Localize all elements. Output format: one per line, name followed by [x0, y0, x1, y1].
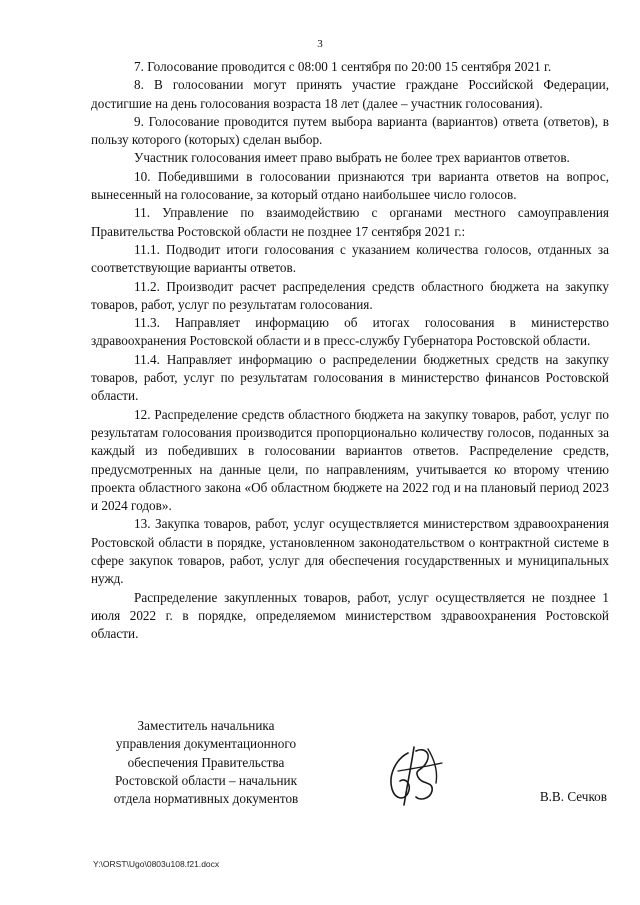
signatory-name: В.В. Сечков	[539, 789, 607, 804]
signatory-title-line: Заместитель начальника	[137, 718, 275, 733]
paragraph-11-1: 11.1. Подводит итоги голосования с указанием количества голосов, отданных за соответствующие варианты ответов.	[91, 241, 609, 276]
paragraph-11-3: 11.3. Направляет информацию об итогах голосования в министерство здравоохранения Ростовской области и в пресс-службу Губернатора Ростовской области.	[91, 315, 609, 349]
paragraph-11-4: 11.4. Направляет информацию о распределении бюджетных средств на закупку товаров, работ, услуг по результатам голосования в министерство финансов Ростовской области.	[91, 351, 609, 404]
handwritten-signature	[378, 741, 450, 809]
paragraph-8: 8. В голосовании могут принять участие граждане Российской Федерации, достигшие на день голосования возраста 18 лет (далее – участник голосования).	[91, 77, 609, 111]
paragraph-7: 7. Голосование проводится с 08:00 1 сентября по 20:00 15 сентября 2021 г.	[134, 59, 552, 74]
paragraph-11-2: 11.2. Производит расчет распределения средств областного бюджета на закупку товаров, работ, услуг по результатам голосования.	[91, 278, 609, 312]
document-body	[91, 58, 609, 644]
file-path: Y:\ORST\Ugo\0803u108.f21.docx	[93, 859, 220, 869]
paragraph-13: 13. Закупка товаров, работ, услуг осуществляется министерством здравоохранения Ростовской области в порядке, установленном законодательством о контрактной системе в сфере закупок товаров, работ, услуг для обеспечения государственных и муниципальных нужд.	[91, 516, 609, 587]
paragraph-10: 10. Победившими в голосовании признаются три варианта ответов на вопрос, вынесенный на голосование, за который отдано наибольшее число голосов.	[91, 168, 609, 203]
paragraph-13-distribution: Распределение закупленных товаров, работ, услуг осуществляется не позднее 1 июля 2022 г. в порядке, определяемом министерством здравоохранения Ростовской области.	[91, 589, 609, 642]
paragraph-11: 11. Управление по взаимодействию с органами местного самоуправления Правительства Ростовской области не позднее 17 сентября 2021 г.:	[91, 205, 609, 239]
signatory-title-line: управления документационного	[115, 736, 297, 752]
paragraph-9-note: Участник голосования имеет право выбрать не более трех вариантов ответов.	[134, 150, 570, 166]
signatory-title-line: обеспечения Правительства	[127, 754, 285, 770]
paragraph-9: 9. Голосование проводится путем выбора варианта (вариантов) ответа (ответов), в пользу которого (которых) сделан выбор.	[91, 113, 609, 148]
page-number: 3	[317, 38, 323, 50]
signatory-title	[91, 717, 321, 808]
paragraph-12: 12. Распределение средств областного бюджета на закупку товаров, работ, услуг по результатам голосования производится пропорционально количеству голосов, поданных за каждый из победивших в голосовании вариантов ответов. Распределение средств, предусмотренных на данные цели, по направлениям, учитывается ко второму чтению проекта областного закона «Об областном бюджете на 2022 год и на плановый период 2023 и 2024 годов».	[91, 406, 609, 514]
signatory-title-line: отдела нормативных документов	[113, 791, 299, 807]
signatory-title-line: Ростовской области – начальник	[114, 772, 298, 788]
